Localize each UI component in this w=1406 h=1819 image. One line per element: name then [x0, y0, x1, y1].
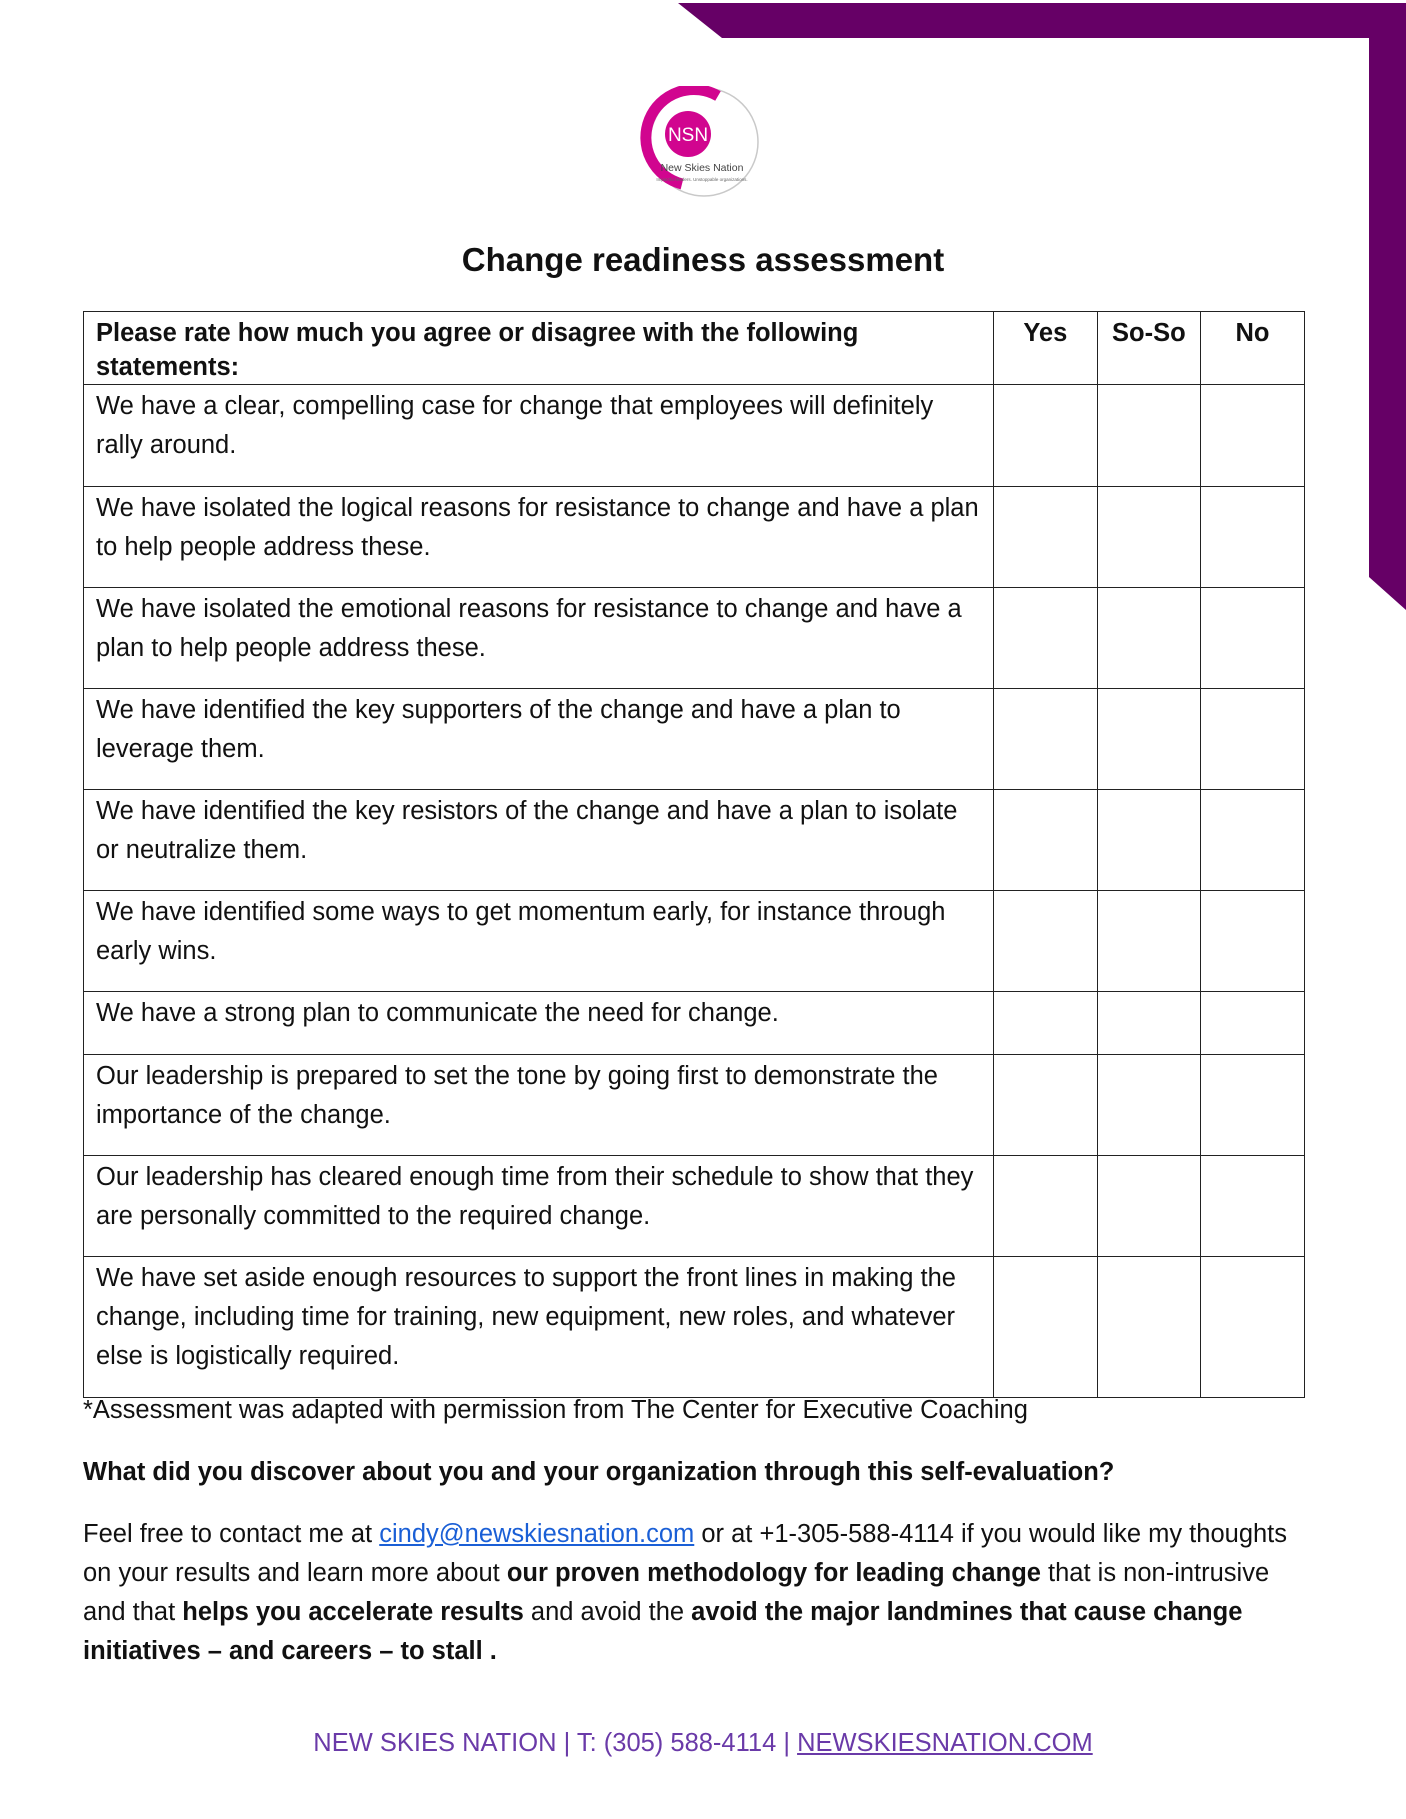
contact-paragraph — [83, 1515, 1313, 1671]
email-link[interactable]: cindy@newskiesnation.com — [379, 1520, 695, 1548]
yes-cell[interactable] — [994, 891, 1098, 992]
table-row — [84, 992, 1305, 1055]
soso-cell[interactable] — [1097, 487, 1201, 588]
soso-cell[interactable] — [1097, 1055, 1201, 1156]
statement-text: We have isolated the logical reasons for resistance to change and have a plan to help people address these. — [84, 487, 994, 588]
logo-tagline: Impactful leaders. Unstoppable organizations. — [656, 177, 748, 182]
yes-cell[interactable] — [994, 1055, 1098, 1156]
yes-cell[interactable] — [994, 588, 1098, 689]
yes-cell[interactable] — [994, 689, 1098, 790]
contact-bold-text: our proven methodology for leading change — [506, 1559, 1041, 1587]
statement-text: We have a strong plan to communicate the need for change. — [84, 992, 994, 1055]
soso-cell[interactable] — [1097, 992, 1201, 1055]
no-cell[interactable] — [1201, 487, 1305, 588]
table-row — [84, 385, 1305, 487]
soso-cell[interactable] — [1097, 385, 1201, 487]
yes-cell[interactable] — [994, 1156, 1098, 1257]
soso-cell[interactable] — [1097, 689, 1201, 790]
attribution-note: *Assessment was adapted with permission from The Center for Executive Coaching — [83, 1396, 1028, 1424]
statement-text: Our leadership has cleared enough time from their schedule to show that they are personally committed to the required change. — [84, 1156, 994, 1257]
yes-cell[interactable] — [994, 790, 1098, 891]
website-link[interactable]: NEWSKIESNATION.COM — [797, 1729, 1093, 1757]
no-cell[interactable] — [1201, 1055, 1305, 1156]
yes-cell[interactable] — [994, 385, 1098, 487]
no-header: No — [1201, 312, 1305, 385]
table-row — [84, 689, 1305, 790]
table-row — [84, 790, 1305, 891]
table-header-row — [84, 312, 1305, 385]
no-cell[interactable] — [1201, 385, 1305, 487]
soso-cell[interactable] — [1097, 588, 1201, 689]
yes-header: Yes — [994, 312, 1098, 385]
soso-cell[interactable] — [1097, 1156, 1201, 1257]
no-cell[interactable] — [1201, 1257, 1305, 1398]
soso-cell[interactable] — [1097, 891, 1201, 992]
no-cell[interactable] — [1201, 992, 1305, 1055]
soso-header: So-So — [1097, 312, 1201, 385]
yes-cell[interactable] — [994, 1257, 1098, 1398]
contact-text: Feel free to contact me at — [83, 1520, 380, 1548]
no-cell[interactable] — [1201, 790, 1305, 891]
soso-cell[interactable] — [1097, 790, 1201, 891]
contact-text: or at +1-305-588-4114 if you would like my thoughts on your results and learn more about — [83, 1520, 1288, 1587]
no-cell[interactable] — [1201, 689, 1305, 790]
table-row — [84, 1055, 1305, 1156]
table-row — [84, 1156, 1305, 1257]
contact-bold-text: helps you accelerate results — [182, 1598, 524, 1626]
statement-text: We have isolated the emotional reasons for resistance to change and have a plan to help people address these. — [84, 588, 994, 689]
statement-text: We have identified the key resistors of the change and have a plan to isolate or neutralize them. — [84, 790, 994, 891]
contact-bold-text: avoid the major landmines that cause change initiatives – and careers – to stall . — [83, 1598, 1243, 1665]
yes-cell[interactable] — [994, 992, 1098, 1055]
statement-text: We have a clear, compelling case for change that employees will definitely rally around. — [84, 385, 994, 487]
statement-text: We have set aside enough resources to support the front lines in making the change, including time for training, new equipment, new roles, and whatever else is logistically required. — [84, 1257, 994, 1398]
no-cell[interactable] — [1201, 1156, 1305, 1257]
assessment-table — [83, 311, 1305, 1398]
soso-cell[interactable] — [1097, 1257, 1201, 1398]
no-cell[interactable] — [1201, 588, 1305, 689]
statement-text: We have identified some ways to get momentum early, for instance through early wins. — [84, 891, 994, 992]
nsn-logo — [638, 86, 766, 202]
reflection-question: What did you discover about you and your organization through this self-evaluation? — [83, 1458, 1115, 1486]
page-title: Change readiness assessment — [461, 241, 945, 278]
table-row — [84, 891, 1305, 992]
logo-initials: NSN — [667, 125, 709, 146]
logo-name: New Skies Nation — [660, 162, 744, 174]
contact-text: that is non-intrusive and that — [83, 1559, 1270, 1626]
table-row — [84, 588, 1305, 689]
contact-text: and avoid the — [523, 1598, 692, 1626]
yes-cell[interactable] — [994, 487, 1098, 588]
page-footer — [0, 1726, 1406, 1760]
table-row — [84, 487, 1305, 588]
statement-text: We have identified the key supporters of the change and have a plan to leverage them. — [84, 689, 994, 790]
statements-header: Please rate how much you agree or disagree with the following statements: — [84, 312, 994, 385]
statement-text: Our leadership is prepared to set the tone by going first to demonstrate the importance of the change. — [84, 1055, 994, 1156]
footer-text: NEW SKIES NATION | T: (305) 588-4114 | — [313, 1729, 798, 1757]
table-row — [84, 1257, 1305, 1398]
no-cell[interactable] — [1201, 891, 1305, 992]
